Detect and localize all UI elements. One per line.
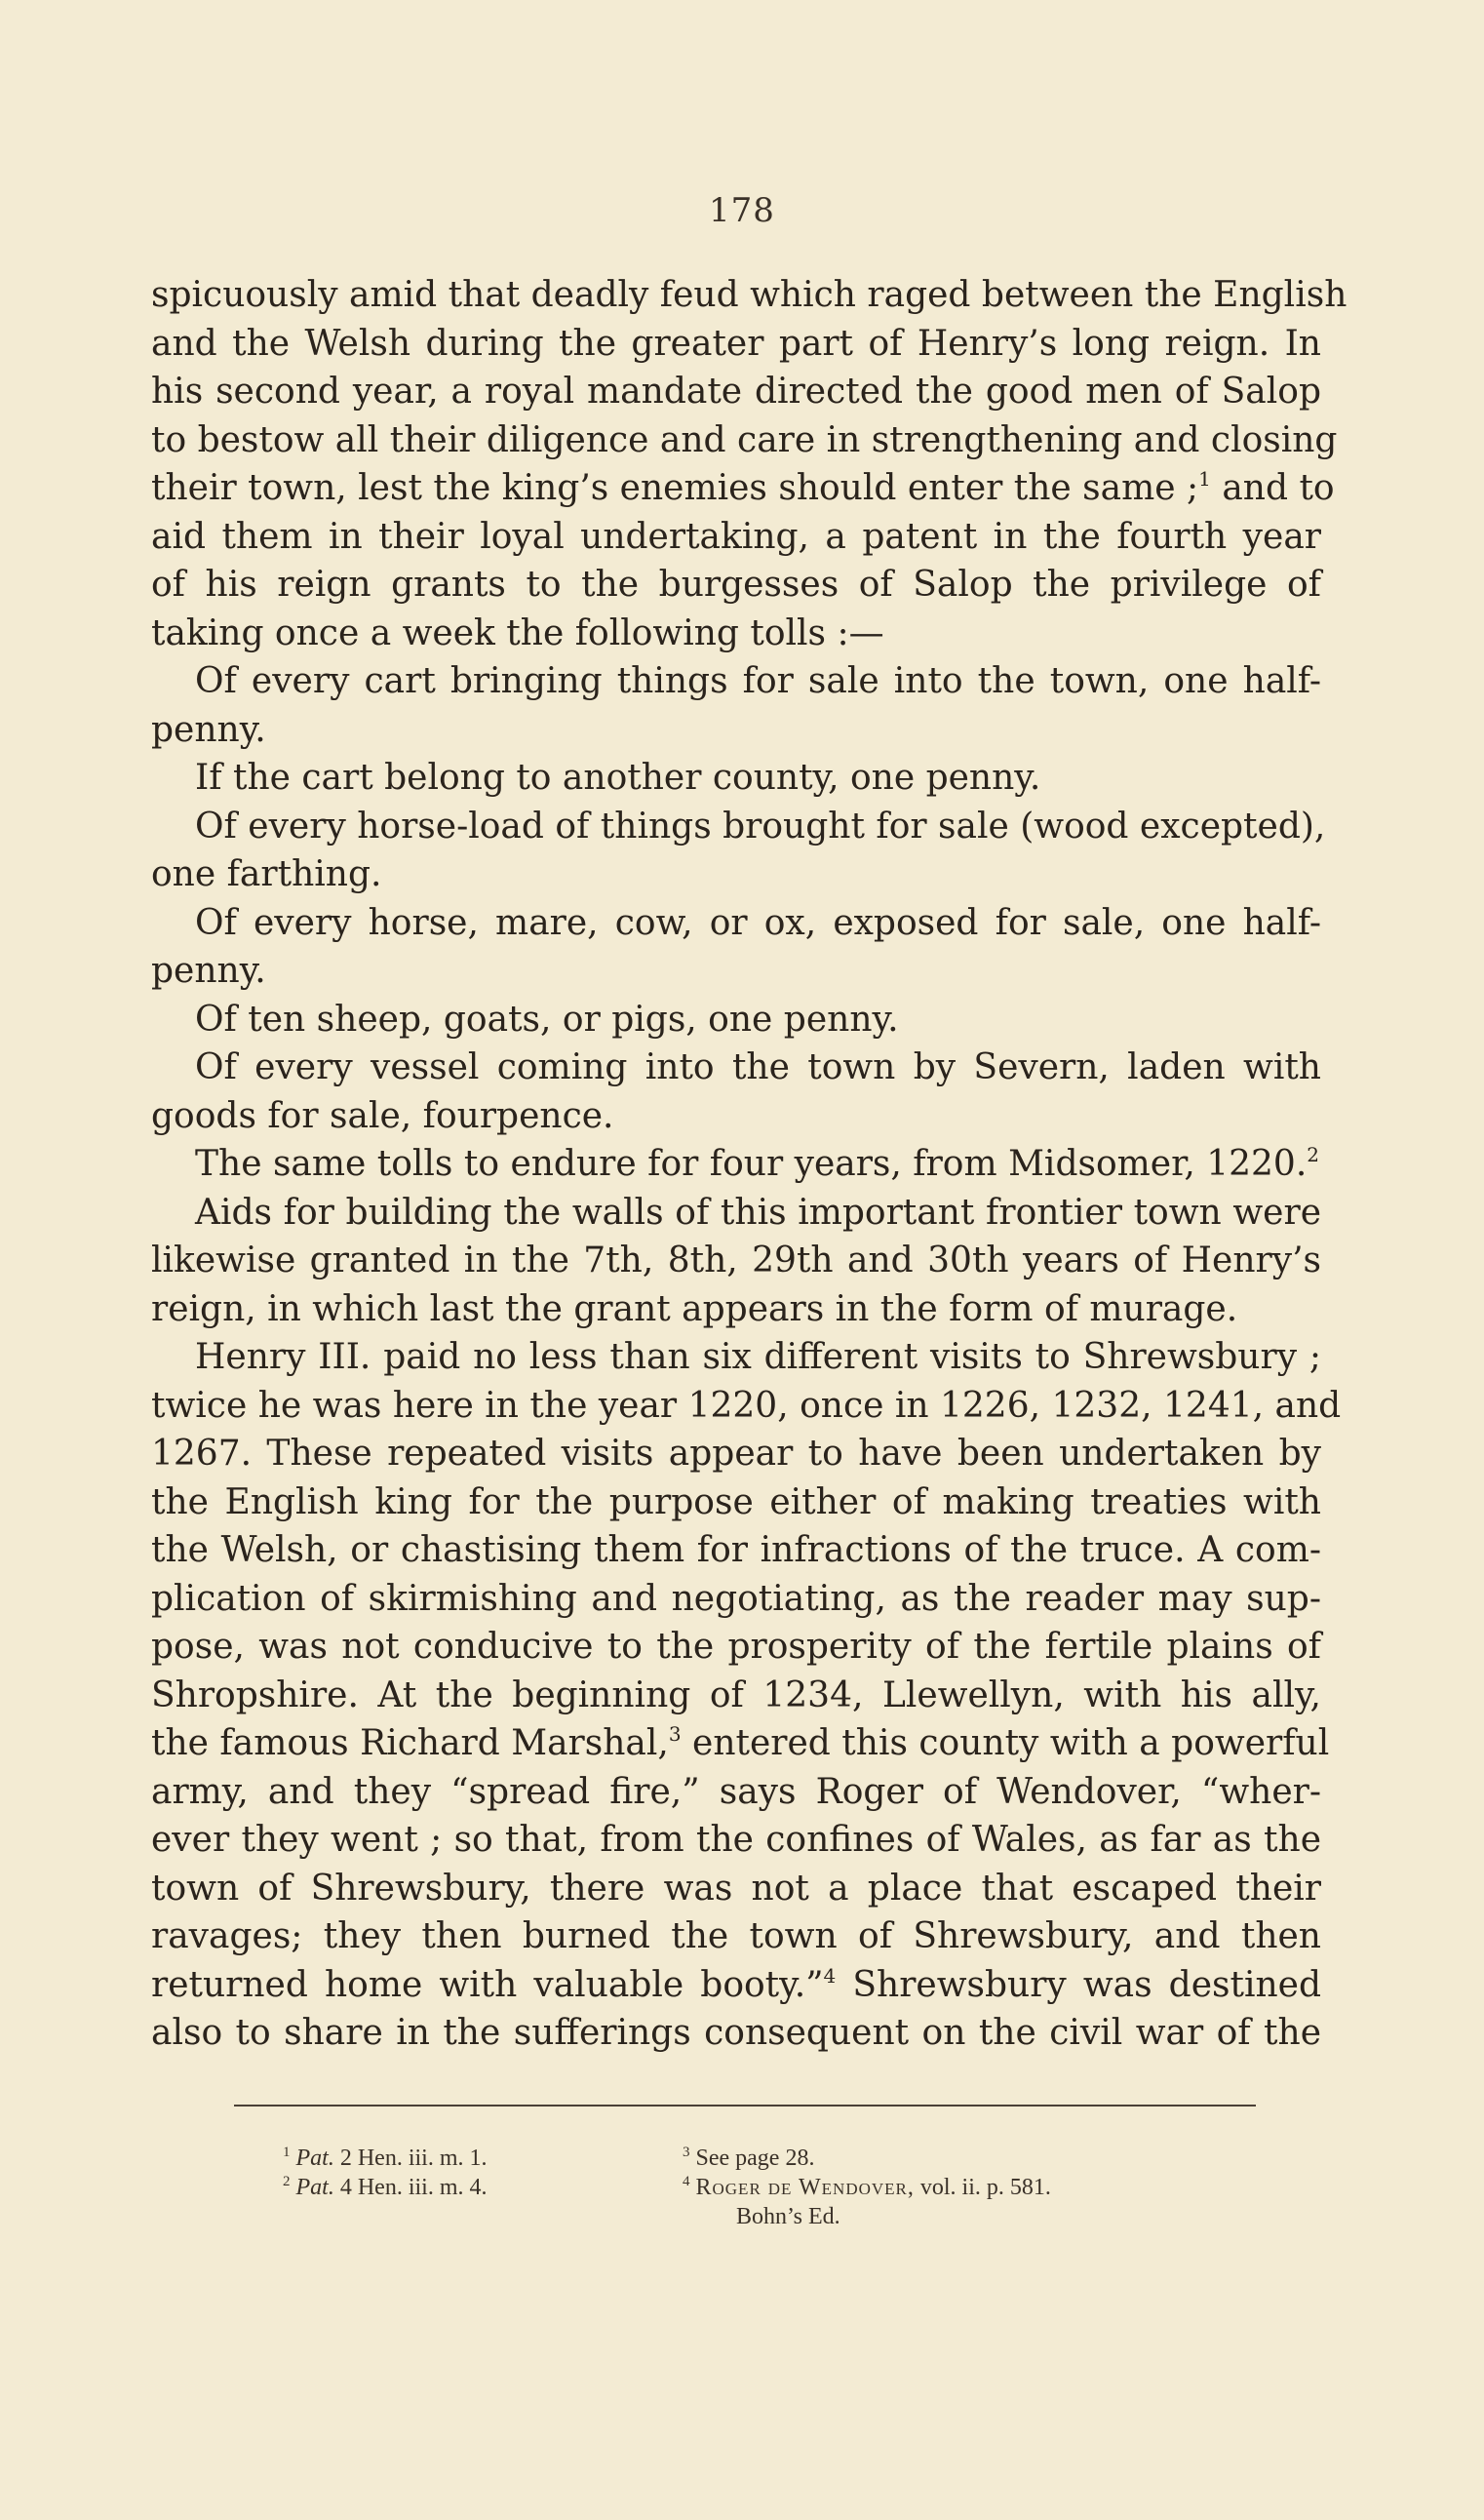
text-line: returned home with valuable booty.”$^4$ Shrewsbury was destined <box>151 1963 1321 2005</box>
footnote-ref: 4 <box>823 1963 837 1988</box>
text-line: his second year, a royal mandate directed the good men of Salop <box>151 372 1321 412</box>
footnotes-right-column <box>683 2144 1051 2231</box>
text-line: Of every horse, mare, cow, or ox, exposed for sale, one half- <box>195 902 1321 943</box>
footnote-marker: 1 <box>283 2145 291 2160</box>
footnote-ref: 3 <box>668 1722 682 1746</box>
page-number: 178 <box>709 191 775 230</box>
text-line: aid them in their loyal undertaking, a patent in the fourth year <box>151 516 1321 557</box>
footnote-continuation: Bohn’s Ed. <box>736 2204 840 2229</box>
text-line: Of every cart bringing things for sale into the town, one half- <box>195 661 1321 701</box>
text-line: plication of skirmishing and negotiating, as the reader may sup- <box>151 1578 1321 1619</box>
footnote: $^2$ Pat. 4 Hen. iii. m. 4. <box>283 2174 488 2200</box>
text-line: town of Shrewsbury, there was not a place that escaped their <box>151 1868 1321 1909</box>
text-line: their town, lest the king’s enemies should enter the same ;$^1$ and to <box>151 467 1335 508</box>
footnote: $^4$ Roger de Wendover, vol. ii. p. 581. <box>683 2174 1051 2200</box>
body-text <box>151 271 1347 2058</box>
text-line: likewise granted in the 7th, 8th, 29th and 30th years of Henry’s <box>151 1240 1321 1280</box>
text-line: 1267. These repeated visits appear to have been undertaken by <box>151 1434 1321 1474</box>
footnote-ref: 1 <box>1198 467 1211 491</box>
text-line: Henry III. paid no less than six different visits to Shrewsbury ; <box>195 1337 1321 1377</box>
text-line: to bestow all their diligence and care in strengthening and closing <box>151 419 1338 460</box>
text-line: also to share in the sufferings consequent on the civil war of the <box>151 2013 1321 2053</box>
text-line: ever they went ; so that, from the confines of Wales, as far as the <box>151 1820 1321 1860</box>
footnote-ref: 2 <box>1307 1143 1320 1166</box>
text-line: army, and they “spread fire,” says Roger of Wendover, “wher- <box>151 1771 1321 1812</box>
text-line: penny. <box>151 951 266 991</box>
text-line: Of every vessel coming into the town by Severn, laden with <box>195 1047 1321 1087</box>
footnote: $^3$ See page 28. <box>683 2145 815 2171</box>
text-line: spicuously amid that deadly feud which raged between the English <box>151 275 1347 315</box>
footnote: $^1$ Pat. 2 Hen. iii. m. 1. <box>283 2145 488 2171</box>
text-line: goods for sale, fourpence. <box>151 1095 614 1136</box>
text-line: Aids for building the walls of this important frontier town were <box>195 1192 1321 1233</box>
text-line: the famous Richard Marshal,$^3$ entered this county with a powerful <box>151 1722 1330 1763</box>
text-line: ravages; they then burned the town of Shrewsbury, and then <box>151 1916 1321 1956</box>
text-line: of his reign grants to the burgesses of Salop the privilege of <box>151 565 1321 605</box>
text-line: Of every horse-load of things brought for sale (wood excepted), <box>195 806 1326 847</box>
text-line: taking once a week the following tolls :— <box>151 612 884 653</box>
text-line: the Welsh, or chastising them for infractions of the truce. A com- <box>151 1530 1321 1570</box>
text-line: the English king for the purpose either of making treaties with <box>151 1481 1321 1522</box>
footnote-marker: 3 <box>683 2145 690 2160</box>
text-line: one farthing. <box>151 854 382 894</box>
text-line: Of ten sheep, goats, or pigs, one penny. <box>195 999 899 1040</box>
text-line: Shropshire. At the beginning of 1234, Llewellyn, with his ally, <box>151 1674 1321 1715</box>
footnote-marker: 2 <box>283 2174 291 2189</box>
footnote-marker: 4 <box>683 2174 690 2189</box>
text-line: twice he was here in the year 1220, once in 1226, 1232, 1241, and <box>151 1385 1342 1426</box>
text-line: and the Welsh during the greater part of Henry’s long reign. In <box>151 323 1321 364</box>
footnote-divider <box>234 2105 1256 2107</box>
footnotes-left-column <box>283 2144 487 2202</box>
text-line: If the cart belong to another county, one penny. <box>195 758 1041 798</box>
text-line: reign, in which last the grant appears in the form of murage. <box>151 1288 1238 1329</box>
text-line: The same tolls to endure for four years, from Midsomer, 1220.$^2$ <box>195 1143 1320 1184</box>
text-line: pose, was not conducive to the prosperity of the fertile plains of <box>151 1627 1321 1667</box>
text-line: penny. <box>151 709 266 750</box>
